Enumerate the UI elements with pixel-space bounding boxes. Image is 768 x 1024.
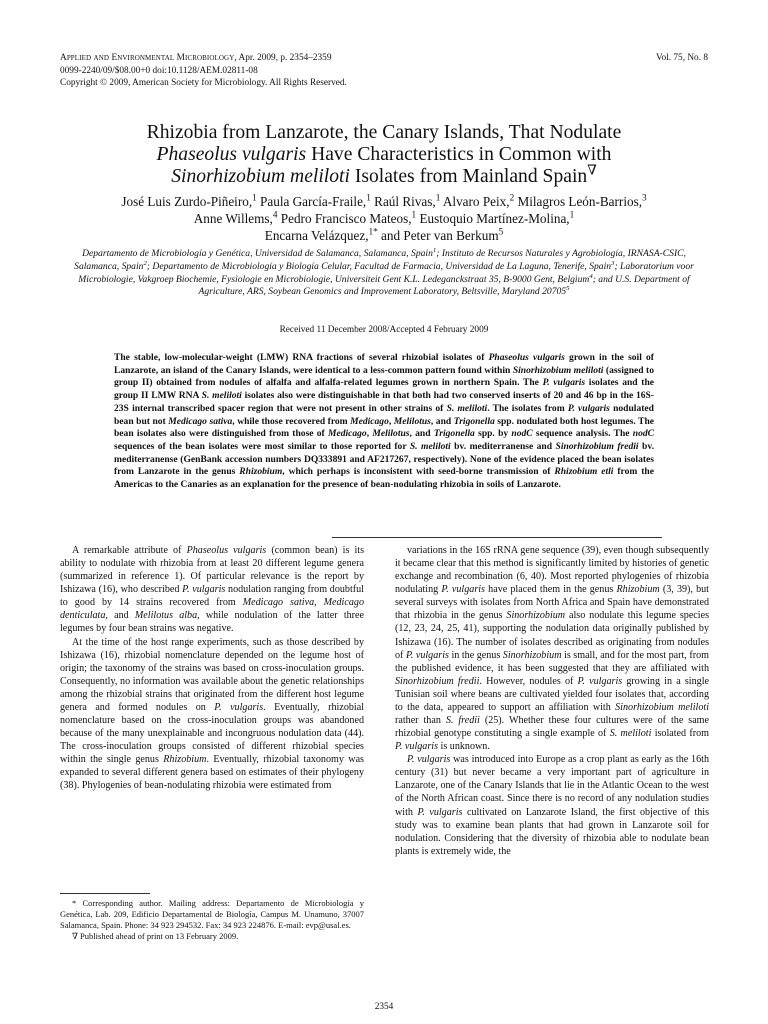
body-paragraph bbox=[60, 544, 364, 636]
abstract-italic: S. meliloti bbox=[409, 440, 451, 452]
body-italic: Medicago denticulata bbox=[60, 597, 364, 622]
affiliation-marker: 4 bbox=[272, 209, 278, 220]
abstract-italic: Melilotus bbox=[393, 415, 431, 427]
body-italic: P. vulgaris bbox=[395, 741, 438, 753]
body-italic: Rhizobium bbox=[163, 754, 207, 766]
abstract-text: , bbox=[366, 428, 373, 440]
body-text: was introduced into Europe as a crop plant as early as the 16th century (31) but never became a very important part of agriculture in Lanzarote, one of the Canary Islands that lie in the Atlantic Ocean to the west of the North African coast. Since there is no record of any nodulation studies with bbox=[395, 754, 709, 818]
body-column-right bbox=[395, 544, 709, 858]
author-name: Eustoquio Martínez-Molina, bbox=[416, 211, 570, 226]
affiliation-marker: 2 bbox=[509, 192, 515, 203]
body-text: . However, nodules of bbox=[479, 675, 578, 687]
abstract-italic: Melilotus bbox=[372, 428, 410, 440]
author-name: and Peter van Berkum bbox=[377, 228, 499, 243]
body-italic: P. vulgaris bbox=[182, 584, 226, 596]
body-italic: Sinorhizobium fredii bbox=[395, 675, 480, 687]
body-italic: P. vulgaris bbox=[214, 701, 264, 713]
body-text: variations in the 16S rRNA gene sequence (39), even though subsequently it became clear that this method is significantly limited by histories of genetic exchange and recombination (6, 40). Most reported phylogenies of rhizobia nodulating bbox=[395, 545, 709, 596]
affiliation-marker: 1 bbox=[366, 192, 371, 203]
body-italic: P. vulgaris bbox=[407, 754, 451, 766]
affiliation-marker: 1 bbox=[252, 192, 257, 203]
abstract-text: isolates and the group II LMW RNA bbox=[114, 377, 654, 402]
body-text: growing in a single Tunisian soil where beans are cultivated yielded four isolates that, according to the data, appeared to support an affiliation with bbox=[395, 675, 709, 713]
body-text: , and bbox=[105, 610, 135, 622]
affiliation-text: ; Departamento de Microbiología y Biología Celular, Facultad de Farmacia, Universidad de La Laguna, Tenerife, Spain bbox=[146, 260, 612, 272]
body-text: is small, and for the most part, from the published evidence, it has been suggested that they are affiliated with bbox=[395, 649, 709, 674]
abstract-italic: S. meliloti bbox=[201, 390, 242, 402]
footnotes bbox=[60, 898, 364, 942]
body-text: . Eventually, rhizobial taxonomy was expanded to several different genera based on estimates of their phylogeny (38). Phylogenies of bean-nodulating rhizobia were estimated from bbox=[60, 754, 364, 792]
title-italic-species: Sinorhizobium meliloti bbox=[171, 166, 350, 187]
abstract-italic: Rhizobium etli bbox=[554, 466, 614, 478]
abstract-text: isolates also were distinguishable in that both had two conserved inserts of 20 and 46 bp in the 16S-23S internal transcribed spacer region that were not present in other strains of bbox=[114, 390, 654, 414]
received-accepted-dates: Received 11 December 2008/Accepted 4 February 2009 bbox=[279, 325, 489, 335]
affiliation-marker: 3 bbox=[642, 192, 647, 203]
abstract-divider bbox=[332, 537, 662, 538]
journal-citation bbox=[60, 52, 331, 65]
published-ahead-note: ∇ Published ahead of print on 13 February 2009. bbox=[72, 931, 239, 941]
affiliation-marker: 2 bbox=[143, 259, 147, 267]
abstract-text: spp. nodulated both host legumes. The bean isolates also were distinguished from those of bbox=[114, 415, 655, 440]
body-text: nodulation ranging from doubtful to good by 14 strains recovered from bbox=[60, 584, 364, 609]
body-text: (common bean) is its ability to nodulate with rhizobia from at least 20 different legume genera (summarized in reference 1). Of particular relevance is the report by Ishizawa (16), who described bbox=[60, 545, 365, 596]
affiliation-text: ; Instituto de Recursos Naturales y Agrobiología, IRNASA-CSIC, Salamanca, Spain bbox=[74, 248, 686, 272]
affiliation-text: Departamento de Microbiología y Genética, Universidad de Salamanca, Salamanca, Spain bbox=[82, 248, 433, 259]
abstract-text: The stable, low-molecular-weight (LMW) RNA fractions of several rhizobial isolates of bbox=[114, 352, 489, 363]
affiliations bbox=[60, 248, 708, 299]
abstract-italic: Trigonella bbox=[433, 428, 475, 440]
journal-name: Applied and Environmental Microbiology bbox=[60, 53, 235, 63]
abstract-italic: S. meliloti bbox=[446, 402, 488, 414]
title-italic-species: Phaseolus vulgaris bbox=[156, 144, 307, 165]
body-text: in the genus bbox=[448, 649, 503, 661]
author-list bbox=[40, 193, 728, 244]
abstract-text: (assigned to group II) obtained from nodules of alfalfa and alfalfa-related legumes grown in northern Spain. The bbox=[114, 364, 654, 389]
abstract-text: , and bbox=[430, 415, 454, 427]
body-italic: P. vulgaris bbox=[405, 649, 449, 661]
author-name: Pedro Francisco Mateos, bbox=[277, 211, 412, 226]
body-italic: Medicago sativa bbox=[242, 597, 315, 609]
abstract-text: , bbox=[388, 415, 394, 427]
abstract-italic: P. vulgaris bbox=[542, 377, 586, 389]
issue-date: , Apr. 2009, p. 2354–2359 bbox=[234, 53, 332, 63]
abstract-text: nodulated bean but not bbox=[114, 402, 654, 427]
body-italic: Rhizobium bbox=[616, 584, 660, 596]
body-italic: P. vulgaris bbox=[577, 675, 623, 687]
body-text: , bbox=[314, 597, 324, 609]
issn-doi: 0099-2240/09/$08.00+0 doi:10.1128/AEM.02811-08 bbox=[60, 65, 258, 76]
affiliation-marker: 1 bbox=[432, 246, 437, 254]
abstract-text: , which perhaps is inconsistent with seed-borne transmission of bbox=[282, 466, 555, 478]
author-name: Paula García-Fraile, bbox=[256, 194, 367, 209]
abstract-italic: Rhizobium bbox=[239, 466, 283, 478]
affiliation-text: ; and U.S. Department of Agriculture, ARS, Soybean Genomics and Improvement Laboratory, Beltsville, Maryland 20705 bbox=[198, 273, 690, 298]
title-text: Have Characteristics in Common with bbox=[306, 144, 612, 165]
abstract-text: bv. mediterranense and bbox=[450, 440, 556, 452]
author-name: Raúl Rivas, bbox=[370, 194, 436, 209]
body-text: cultivated on Lanzarote Island, the first objective of this study was to examine bean plants that had grown in Lanzarote soil for nodulation. Considering that the diversity of rhizobia able to nodulate bean plants is extremely wide, the bbox=[395, 806, 710, 857]
affiliation-marker: 3 bbox=[611, 259, 615, 267]
body-text: (25). Whether these four cultures were of the same rhizobial genotype constituting a single example of bbox=[395, 715, 710, 740]
author-name: Alvaro Peix, bbox=[440, 194, 510, 209]
corresponding-author-note: * Corresponding author. Mailing address: Departamento de Microbiología y Genética, Lab. 209, Edificio Departamental de Biología, Campus M. Unamuno, 37007 Salamanca, Spain. Phone: 34 923 294532. Fax: 34 923 224876. E-mail: evp@usal.es. bbox=[60, 898, 364, 930]
page-number: 2354 bbox=[374, 1002, 394, 1012]
copyright-line: Copyright © 2009, American Society for Microbiology. All Rights Reserved. bbox=[60, 78, 347, 88]
body-paragraph bbox=[395, 544, 709, 753]
affiliation-marker: 1 bbox=[435, 192, 441, 203]
affiliation-marker: 5 bbox=[566, 285, 570, 293]
body-text: also nodulate this legume species (12, 23, 24, 25, 41), supporting the nodulation data originally published by Ishizawa (16). The number of isolates described as originating from nodules of bbox=[395, 610, 710, 661]
body-text: A remarkable attribute of bbox=[72, 545, 187, 556]
article-title bbox=[40, 122, 728, 188]
author-name: Anne Willems, bbox=[193, 211, 273, 226]
abstract-italic: Sinorhizobium fredii bbox=[555, 440, 639, 452]
running-header bbox=[60, 52, 708, 90]
abstract-text: sequence analysis. The bbox=[532, 428, 633, 440]
body-text: . Eventually, rhizobial nomenclature based on the cross-inoculation groups was abandoned because of the many unexplainable and incongruous nodulation data (44). The cross-inoculation groups consisted of different rhizobial species within the single genus bbox=[60, 701, 365, 766]
body-text: have placed them in the genus bbox=[485, 584, 617, 596]
footnote-divider bbox=[60, 893, 150, 894]
body-italic: P. vulgaris bbox=[441, 584, 485, 596]
affiliation-marker: 4 bbox=[589, 272, 593, 280]
affiliation-marker: 1* bbox=[368, 226, 378, 237]
abstract-italic: Sinorhizobium meliloti bbox=[512, 364, 604, 376]
body-text: isolated from bbox=[651, 728, 709, 740]
author-name: Milagros León-Barrios, bbox=[514, 194, 643, 209]
abstract-italic: Phaseolus vulgaris bbox=[488, 352, 565, 363]
body-italic: Sinorhizobium bbox=[506, 610, 566, 622]
title-text: Isolates from Mainland Spain bbox=[349, 166, 588, 187]
published-ahead-mark: ∇ bbox=[587, 162, 597, 178]
abstract-italic: nodC bbox=[632, 428, 655, 440]
abstract-italic: Medicago bbox=[328, 428, 367, 440]
body-italic: S. meliloti bbox=[609, 728, 652, 740]
title-line-1: Rhizobia from Lanzarote, the Canary Islands, That Nodulate bbox=[146, 122, 622, 143]
affiliation-text: ; Laboratorium voor Microbiologie, Vakgroep Biochemie, Fysiologie en Microbiologie, Universiteit Gent K.L. Ledeganckstraat 35, B-9000 Gent, Belgium bbox=[78, 260, 694, 285]
affiliation-marker: 5 bbox=[498, 226, 504, 237]
body-column-left bbox=[60, 544, 364, 792]
body-italic: Sinorhizobium meliloti bbox=[615, 701, 709, 713]
author-name: José Luis Zurdo-Piñeiro, bbox=[121, 194, 253, 209]
abstract-text: grown in the soil of Lanzarote, an island of the Canary Islands, were identical to a less-common pattern found within bbox=[114, 352, 654, 376]
title-line-3 bbox=[40, 162, 728, 188]
body-italic: Melilotus alba bbox=[134, 610, 198, 622]
abstract-text: , and bbox=[409, 428, 434, 440]
abstract-text: . The isolates from bbox=[487, 402, 568, 414]
body-text: rather than bbox=[395, 715, 446, 727]
body-italic: Phaseolus vulgaris bbox=[186, 545, 267, 556]
affiliation-marker: 1 bbox=[569, 209, 575, 220]
body-text: , while nodulation of the latter three legumes by four bean strains was negative. bbox=[60, 610, 364, 635]
abstract bbox=[114, 352, 654, 492]
abstract-italic: Medicago bbox=[350, 415, 389, 427]
body-text: At the time of the host range experiments, such as those described by Ishizawa (16), rhizobial nomenclature depended on the legume host of origin; the taxonomy of the strains was based on cross-inoculation groups. Consequently, no information was available about the genetic relationships among the rhizobial strains that originated from the different host legume genera and formed nodules on bbox=[60, 636, 364, 713]
body-italic: S. fredii bbox=[445, 715, 480, 727]
volume-number: Vol. 75, No. 8 bbox=[656, 53, 708, 63]
abstract-italic: nodC bbox=[511, 428, 533, 440]
abstract-italic: Trigonella bbox=[453, 415, 495, 427]
title-line-2 bbox=[40, 144, 728, 166]
body-italic: P. vulgaris bbox=[417, 806, 463, 818]
body-paragraph bbox=[395, 753, 709, 858]
abstract-text: spp. by bbox=[474, 428, 512, 440]
author-name: Encarna Velázquez, bbox=[264, 228, 369, 243]
body-text: is unknown. bbox=[438, 741, 490, 753]
abstract-text: sequences of the bean isolates were most similar to those reported for bbox=[114, 440, 410, 452]
affiliation-marker: 1 bbox=[411, 209, 417, 220]
abstract-text: from the Americas to the Canaries as an explanation for the presence of bean-nodulating rhizobia in soils of Lanzarote. bbox=[114, 466, 654, 491]
body-italic: Sinorhizobium bbox=[502, 649, 562, 661]
abstract-text: , while those recovered from bbox=[232, 415, 351, 427]
abstract-italic: Medicago sativa bbox=[168, 415, 233, 427]
abstract-text: bv. mediterranense (GenBank accession numbers DQ333891 and AF217267, respectively). None of the evidence placed the bean isolates from Lanzarote in the genus bbox=[114, 440, 654, 478]
body-text: (3, 39), but several surveys with isolates from North Africa and Spain have demonstrated that rhizobia in the genus bbox=[395, 584, 709, 622]
abstract-italic: P. vulgaris bbox=[567, 402, 610, 414]
body-paragraph bbox=[60, 636, 364, 793]
